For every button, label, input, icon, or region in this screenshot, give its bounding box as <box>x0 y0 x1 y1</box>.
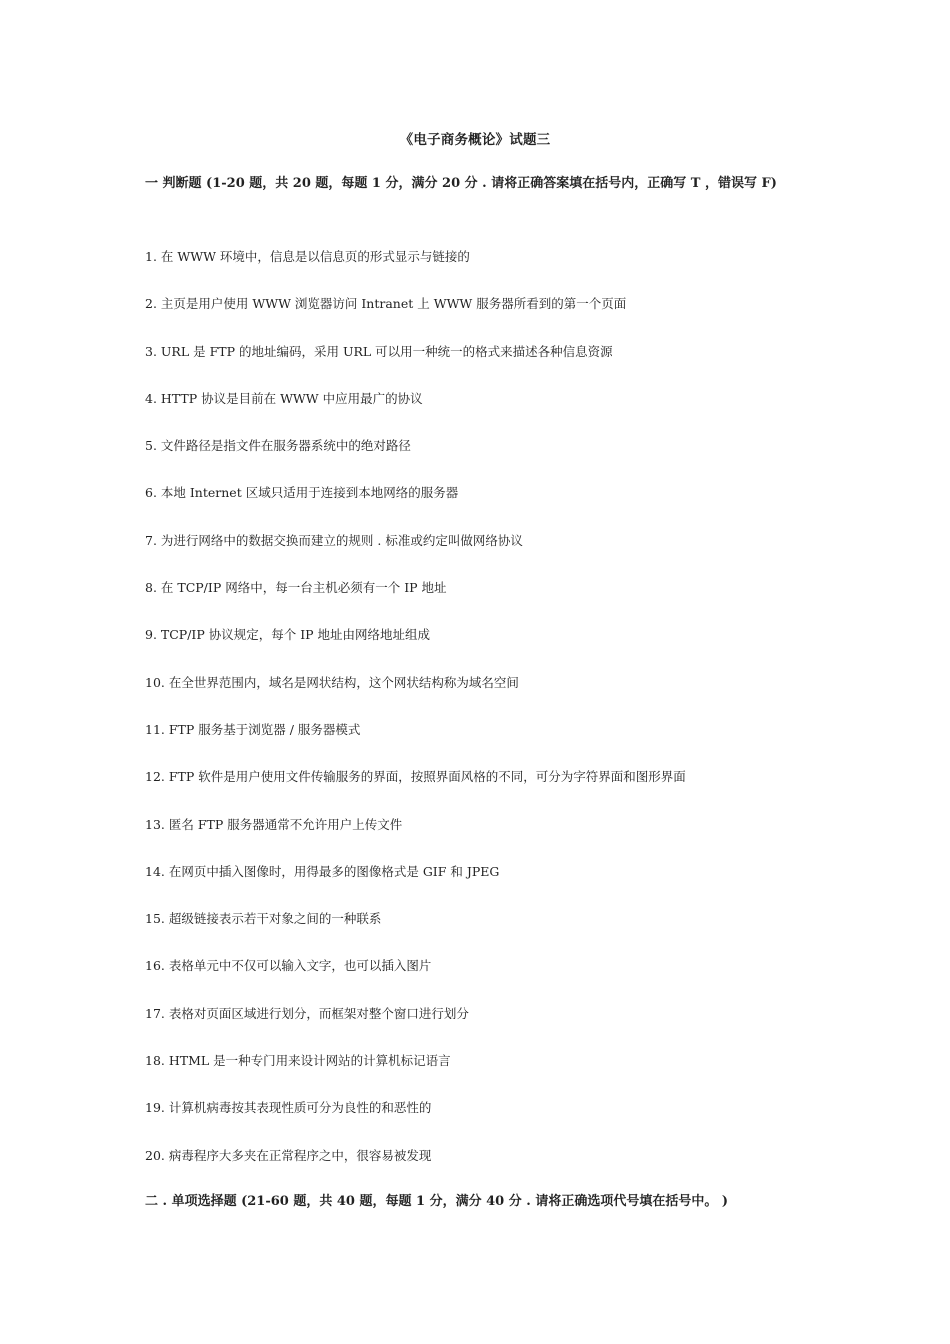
question-item: 8. 在 TCP/IP 网络中，每一台主机必须有一个 IP 地址 <box>145 580 447 596</box>
question-item: 12. FTP 软件是用户使用文件传输服务的界面，按照界面风格的不同，可分为字符界面和图形界面 <box>145 769 686 785</box>
question-item: 3. URL 是 FTP 的地址编码，采用 URL 可以用一种统一的格式来描述各种信息资源 <box>145 343 613 359</box>
question-item: 1. 在 WWW 环境中，信息是以信息页的形式显示与链接的 <box>145 249 470 264</box>
question-item: 18. HTML 是一种专门用来设计网站的计算机标记语言 <box>145 1053 451 1069</box>
question-item: 20. 病毒程序大多夹在正常程序之中，很容易被发现 <box>145 1147 432 1163</box>
question-item: 7. 为进行网络中的数据交换而建立的规则 . 标准或约定叫做网络协议 <box>145 532 523 548</box>
question-item: 6. 本地 Internet 区域只适用于连接到本地网络的服务器 <box>145 485 459 501</box>
question-item: 17. 表格对页面区域进行划分，而框架对整个窗口进行划分 <box>145 1005 469 1021</box>
section-heading-multiple-choice: 二 . 单项选择题 (21-60 题，共 40 题，每题 1 分，满分 40 分 . 请将正确选项代号填在括号中。 ) <box>145 1194 728 1209</box>
question-item: 19. 计算机病毒按其表现性质可分为良性的和恶性的 <box>145 1100 432 1116</box>
question-list <box>145 246 810 1192</box>
question-item: 11. FTP 服务基于浏览器 / 服务器模式 <box>145 721 361 737</box>
question-item: 14. 在网页中插入图像时，用得最多的图像格式是 GIF 和 JPEG <box>145 863 500 879</box>
document-title: 《电子商务概论》试题三 <box>399 132 551 148</box>
question-item: 4. HTTP 协议是目前在 WWW 中应用最广的协议 <box>145 390 423 406</box>
question-item: 15. 超级链接表示若干对象之间的一种联系 <box>145 911 382 927</box>
section-heading-true-false: 一 判断题 (1-20 题，共 20 题，每题 1 分，满分 20 分 . 请将正确答案填在括号内，正确写 T ，错误写 F) <box>145 176 777 191</box>
question-item: 13. 匿名 FTP 服务器通常不允许用户上传文件 <box>145 816 403 832</box>
question-item: 2. 主页是用户使用 WWW 浏览器访问 Intranet 上 WWW 服务器所看到的第一个页面 <box>145 296 627 312</box>
question-item: 16. 表格单元中不仅可以输入文字，也可以插入图片 <box>145 958 432 974</box>
question-item: 9. TCP/IP 协议规定，每个 IP 地址由网络地址组成 <box>145 627 431 643</box>
question-item: 10. 在全世界范围内，域名是网状结构，这个网状结构称为域名空间 <box>145 674 519 690</box>
question-item: 5. 文件路径是指文件在服务器系统中的绝对路径 <box>145 438 411 454</box>
